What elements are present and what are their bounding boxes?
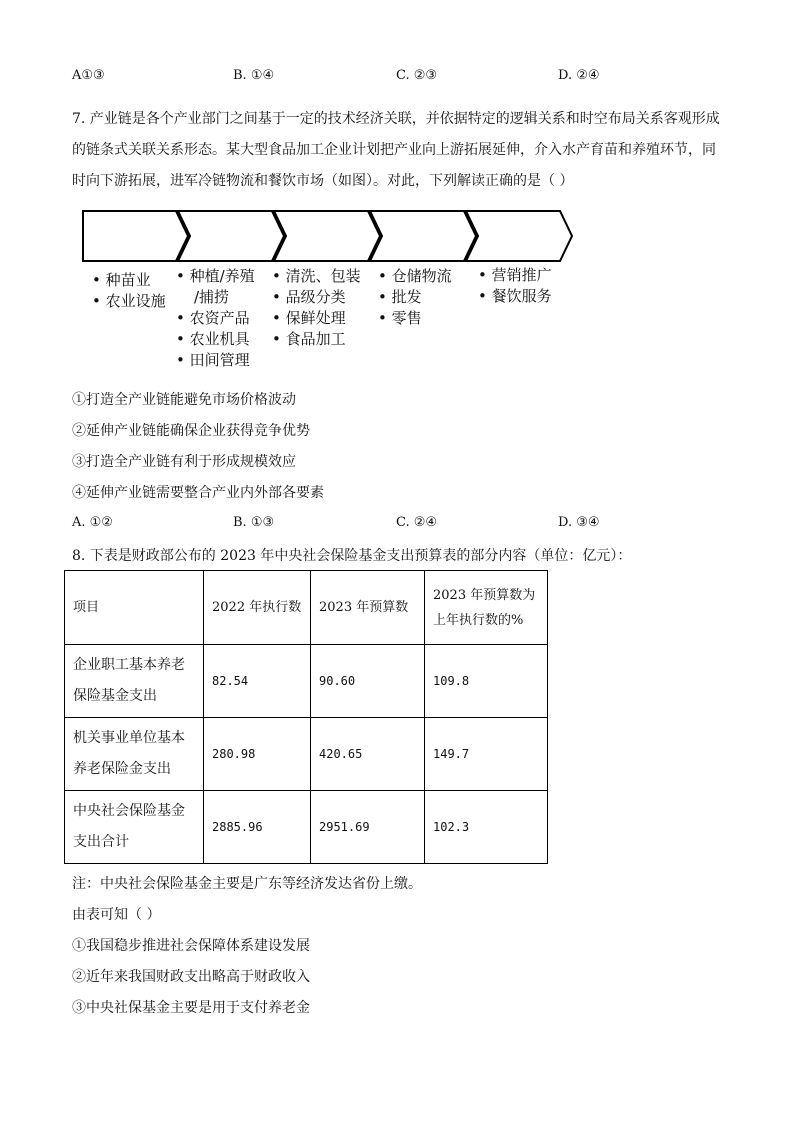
table-cell-line: 中央社会保险基金	[73, 803, 185, 819]
table-header-cell: 2023 年预算数	[311, 571, 425, 645]
chain-stage-4-item: • 零售	[378, 308, 452, 329]
table-cell-line: 养老保险金支出	[73, 761, 171, 777]
chain-stage-4-labels	[378, 266, 452, 329]
table-header-cell: 项目	[65, 571, 204, 645]
table-cell-2023: 90.60	[311, 645, 425, 718]
table-cell-line: 机关事业单位基本	[73, 730, 185, 746]
industry-chain-diagram	[78, 206, 578, 266]
table-header-line: 上年执行数的%	[433, 612, 524, 628]
chain-stage-2-item: • 农资产品	[176, 308, 255, 329]
chain-stage-3-item: • 品级分类	[272, 287, 361, 308]
chain-stage-4-item: • 批发	[378, 287, 452, 308]
chain-stage-5-item: • 营销推广	[478, 265, 552, 286]
q7-option-a: A. ①②	[72, 515, 113, 530]
table-header-cell: 2022 年执行数	[204, 571, 311, 645]
chain-stage-2-item: • 田间管理	[176, 350, 255, 371]
q6-option-c: C. ②③	[396, 68, 438, 83]
table-cell-item	[65, 791, 204, 864]
q6-option-d: D. ②④	[558, 68, 600, 83]
chain-arrow-4	[370, 211, 476, 261]
table-cell-2023: 420.65	[311, 718, 425, 791]
table-cell-pct: 109.8	[425, 645, 548, 718]
q7-option-d: D. ③④	[558, 515, 600, 530]
q7-statement-3: ③打造全产业链有利于形成规模效应	[72, 454, 296, 470]
q7-option-b: B. ①③	[233, 515, 275, 530]
q7-stem-line-3: 时向下游拓展，进军冷链物流和餐饮市场（如图）。对此，下列解读正确的是（ ）	[72, 173, 574, 189]
table-cell-2022: 82.54	[204, 645, 311, 718]
table-cell-line: 支出合计	[73, 834, 129, 850]
chain-stage-3-labels	[272, 266, 361, 350]
chain-stage-2-item: /捕捞	[194, 288, 230, 306]
table-cell-pct: 149.7	[425, 718, 548, 791]
q8-intro: 8. 下表是财政部公布的 2023 年中央社会保险基金支出预算表的部分内容（单位：亿元）：	[72, 548, 632, 564]
table-header-line: 2023 年预算数为	[433, 587, 536, 603]
table-cell-pct: 102.3	[425, 791, 548, 864]
table-cell-item	[65, 718, 204, 791]
table-header-cell	[425, 571, 548, 645]
q7-stem-line-2: 的链条式关联关系形态。某大型食品加工企业计划把产业向上游拓展延伸，介入水产育苗和养殖环节，同	[72, 142, 716, 158]
q8-note: 注：中央社会保险基金主要是广东等经济发达省份上缴。	[72, 876, 422, 892]
chain-stage-1-item: • 农业设施	[92, 291, 166, 312]
chain-stage-2-item: • 种植/养殖	[176, 266, 255, 287]
chain-stage-1-item: • 种苗业	[92, 270, 166, 291]
q6-option-b: B. ①④	[233, 68, 275, 83]
table-cell-line: 保险基金支出	[73, 688, 157, 704]
chain-stage-3-item: • 食品加工	[272, 329, 361, 350]
table-row	[65, 645, 548, 718]
q7-stem-line-1: 7. 产业链是各个产业部门之间基于一定的技术经济关联，并依据特定的逻辑关系和时空布局关系客观形成	[72, 111, 720, 127]
table-cell-line: 企业职工基本养老	[73, 657, 185, 673]
q7-statement-2: ②延伸产业链能确保企业获得竞争优势	[72, 423, 310, 439]
chain-stage-3-item: • 保鲜处理	[272, 308, 361, 329]
chain-arrow-1	[83, 211, 188, 261]
q7-statement-1: ①打造全产业链能避免市场价格波动	[72, 392, 296, 408]
budget-table	[64, 570, 548, 864]
table-cell-2023: 2951.69	[311, 791, 425, 864]
chain-stage-2-labels	[176, 266, 255, 371]
chain-arrow-3	[274, 211, 380, 261]
q6-option-a: A①③	[72, 68, 105, 83]
chain-stage-5-labels	[478, 265, 552, 307]
chain-stage-3-item: • 清洗、包装	[272, 266, 361, 287]
chain-arrow-5	[466, 211, 572, 261]
table-row	[65, 791, 548, 864]
table-cell-2022: 280.98	[204, 718, 311, 791]
chain-arrow-2	[178, 211, 284, 261]
chain-stage-4-item: • 仓储物流	[378, 266, 452, 287]
chain-stage-2-item: • 农业机具	[176, 329, 255, 350]
chain-stage-1-labels	[92, 270, 166, 312]
table-row	[65, 718, 548, 791]
q8-prompt: 由表可知（ ）	[72, 907, 161, 923]
table-cell-2022: 2885.96	[204, 791, 311, 864]
table-header-row	[65, 571, 548, 645]
q8-statement-2: ②近年来我国财政支出略高于财政收入	[72, 969, 310, 985]
q7-statement-4: ④延伸产业链需要整合产业内外部各要素	[72, 485, 324, 501]
table-cell-item	[65, 645, 204, 718]
q8-statement-3: ③中央社保基金主要是用于支付养老金	[72, 1000, 310, 1016]
chain-stage-5-item: • 餐饮服务	[478, 286, 552, 307]
q7-option-c: C. ②④	[396, 515, 438, 530]
q8-statement-1: ①我国稳步推进社会保障体系建设发展	[72, 938, 310, 954]
